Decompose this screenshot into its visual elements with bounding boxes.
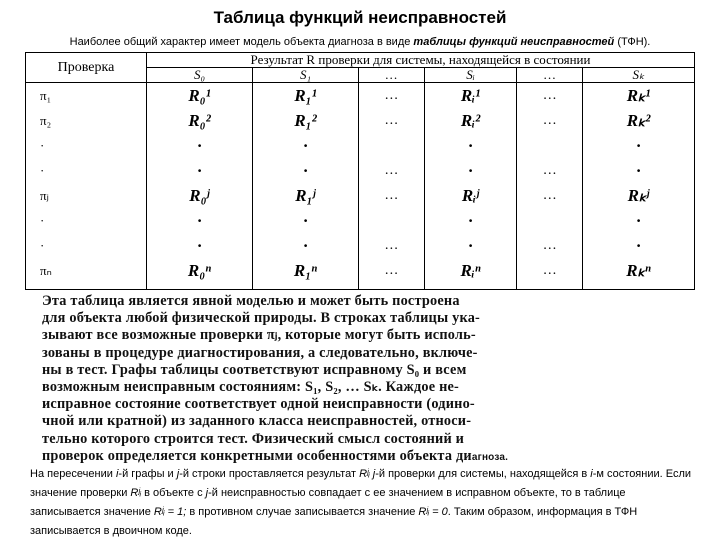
text: -й графы и — [118, 468, 177, 480]
text: . Таким образом, информация в ТФН записывается в двоичном коде. — [30, 506, 638, 537]
var-r: Rʲᵢ — [130, 487, 142, 499]
row-labels-column — [26, 83, 147, 290]
table-cell: R₀ʲ — [189, 186, 210, 205]
text: На пересечении — [30, 468, 116, 480]
scan-line: возможным неисправным состояниям: S₁, S₂, … Sₖ. Каждое не- — [42, 379, 460, 396]
row-label: π₂ — [40, 113, 52, 128]
table-cell: · — [468, 161, 473, 180]
table-cell — [517, 208, 582, 233]
table-cell — [359, 133, 424, 158]
var-r: Rʲᵢ = 1; — [153, 506, 187, 518]
table-cell: · — [636, 211, 641, 230]
table-cell: R₁ⁿ — [293, 261, 318, 280]
table-cell: … — [542, 88, 557, 103]
var-j: j — [176, 468, 180, 480]
state-header-si: Sᵢ — [424, 68, 517, 83]
table-cell: · — [468, 236, 473, 255]
table-cell: Rₖ² — [626, 111, 651, 130]
scan-line-tail: агноза. — [471, 451, 509, 463]
text: -й строки проставляется результат — [179, 468, 360, 480]
table-cell: … — [542, 163, 557, 178]
table-cell: … — [542, 263, 557, 278]
column-dots-1 — [359, 83, 425, 290]
table-cell: · — [636, 136, 641, 155]
row-label: π₁ — [40, 88, 52, 103]
table-cell: · — [636, 236, 641, 255]
text: -м состоянии. Если значение проверки — [30, 468, 692, 499]
text: -й проверки для системы, находящейся в — [375, 468, 591, 480]
table-cell: Rᵢ¹ — [460, 86, 481, 105]
page-title: Таблица функций неисправностей — [213, 8, 507, 27]
table-cell: · — [303, 236, 308, 255]
table-cell: · — [197, 236, 202, 255]
fault-function-table-image — [25, 52, 695, 290]
table-cell: … — [384, 163, 399, 178]
text: -й неисправностью совпадает с ее значением в исправном объекте, то в таблице записывается значение — [30, 487, 626, 518]
scan-line: Эта таблица является явной моделью и может быть построена — [42, 293, 460, 309]
scanned-paragraph — [42, 293, 682, 466]
row-label: πₙ — [40, 263, 52, 278]
table-cell: R₀² — [188, 111, 211, 130]
table-cell: … — [384, 113, 399, 128]
table-cell: R₀ⁿ — [187, 261, 212, 280]
table-cell: Rᵢʲ — [461, 186, 480, 205]
var-i: i — [590, 468, 593, 480]
scan-line — [42, 448, 682, 466]
scan-line: исправное состояние соответствует одной неисправности (одино- — [42, 396, 475, 413]
table-cell: … — [384, 238, 399, 253]
table-cell: R₁¹ — [294, 86, 317, 105]
table-cell: R₁² — [294, 111, 317, 130]
column-dots-2 — [517, 83, 583, 290]
table-cell: · — [303, 211, 308, 230]
check-column-header: Проверка — [26, 53, 147, 83]
scan-line: чной или кратной) из заданного класса неисправностей, относи- — [42, 413, 472, 430]
state-header-dots-2: … — [517, 68, 583, 83]
table-cell: … — [542, 113, 557, 128]
table-cell: · — [197, 161, 202, 180]
table-cell — [517, 133, 582, 158]
column-s0 — [147, 83, 253, 290]
table-cell: Rₖʲ — [627, 186, 650, 205]
table-cell: … — [542, 238, 557, 253]
result-header: Результат R проверки для системы, находящейся в состоянии — [147, 53, 695, 68]
scan-line: зывают все возможные проверки πⱼ, которые могут быть исполь- — [42, 327, 476, 344]
row-label: · — [40, 238, 45, 253]
state-header-sk: Sₖ — [583, 68, 695, 83]
table-cell — [359, 208, 424, 233]
subtitle-text: Наиболее общий характер имеет модель объекта диагноза в виде — [69, 36, 414, 48]
table-cell: … — [384, 88, 399, 103]
table-cell: Rₖⁿ — [626, 261, 651, 280]
state-header-s1: S₁ — [253, 68, 359, 83]
table-cell: … — [384, 188, 399, 203]
state-header-dots-1: … — [359, 68, 425, 83]
scan-line: ны в тест. Графы таблицы соответствуют исправному S₀ и всем — [42, 361, 467, 378]
table-cell: … — [384, 263, 399, 278]
table-cell: Rᵢⁿ — [460, 261, 481, 280]
scan-line-text: проверок определяется конкретными особенностями объекта ди — [42, 447, 472, 464]
table-cell: · — [303, 161, 308, 180]
table-cell: Rₖ¹ — [626, 86, 651, 105]
table-cell: · — [468, 211, 473, 230]
scan-line: для объекта любой физической природы. В строках таблицы ука- — [42, 310, 481, 327]
table-cell: · — [197, 136, 202, 155]
table-cell: · — [636, 161, 641, 180]
var-i: i — [115, 468, 119, 480]
row-label: · — [40, 163, 45, 178]
subtitle-suffix: (ТФН). — [614, 36, 651, 48]
table-cell: · — [303, 136, 308, 155]
subtitle — [0, 36, 720, 48]
column-si — [424, 83, 517, 290]
fault-function-table — [25, 52, 695, 290]
row-label: πⱼ — [40, 188, 49, 203]
row-label: · — [40, 213, 45, 228]
scan-line: тельно которого строится тест. Физический смысл состояний и — [42, 430, 465, 447]
column-sk — [583, 83, 695, 290]
state-header-s0: S₀ — [147, 68, 253, 83]
text: в объекте с — [141, 487, 206, 499]
table-cell: R₁ʲ — [295, 186, 316, 205]
table-cell: · — [197, 211, 202, 230]
explanation-paragraph — [30, 465, 698, 541]
scan-line: зованы в процедуре диагностирования, а следовательно, включе- — [42, 344, 478, 361]
table-cell: Rᵢ² — [460, 111, 481, 130]
var-r: Rʲᵢ = 0 — [418, 506, 448, 518]
subtitle-emphasis: таблицы функций неисправностей — [413, 36, 615, 48]
var-j: j — [372, 468, 376, 480]
column-s1 — [253, 83, 359, 290]
table-cell: · — [468, 136, 473, 155]
table-cell: R₀¹ — [188, 86, 211, 105]
table-cell: … — [542, 188, 557, 203]
var-j: j — [205, 487, 209, 499]
var-r: Rʲᵢ — [359, 468, 370, 480]
text: в противном случае записывается значение — [186, 506, 419, 518]
row-label: · — [40, 138, 45, 153]
